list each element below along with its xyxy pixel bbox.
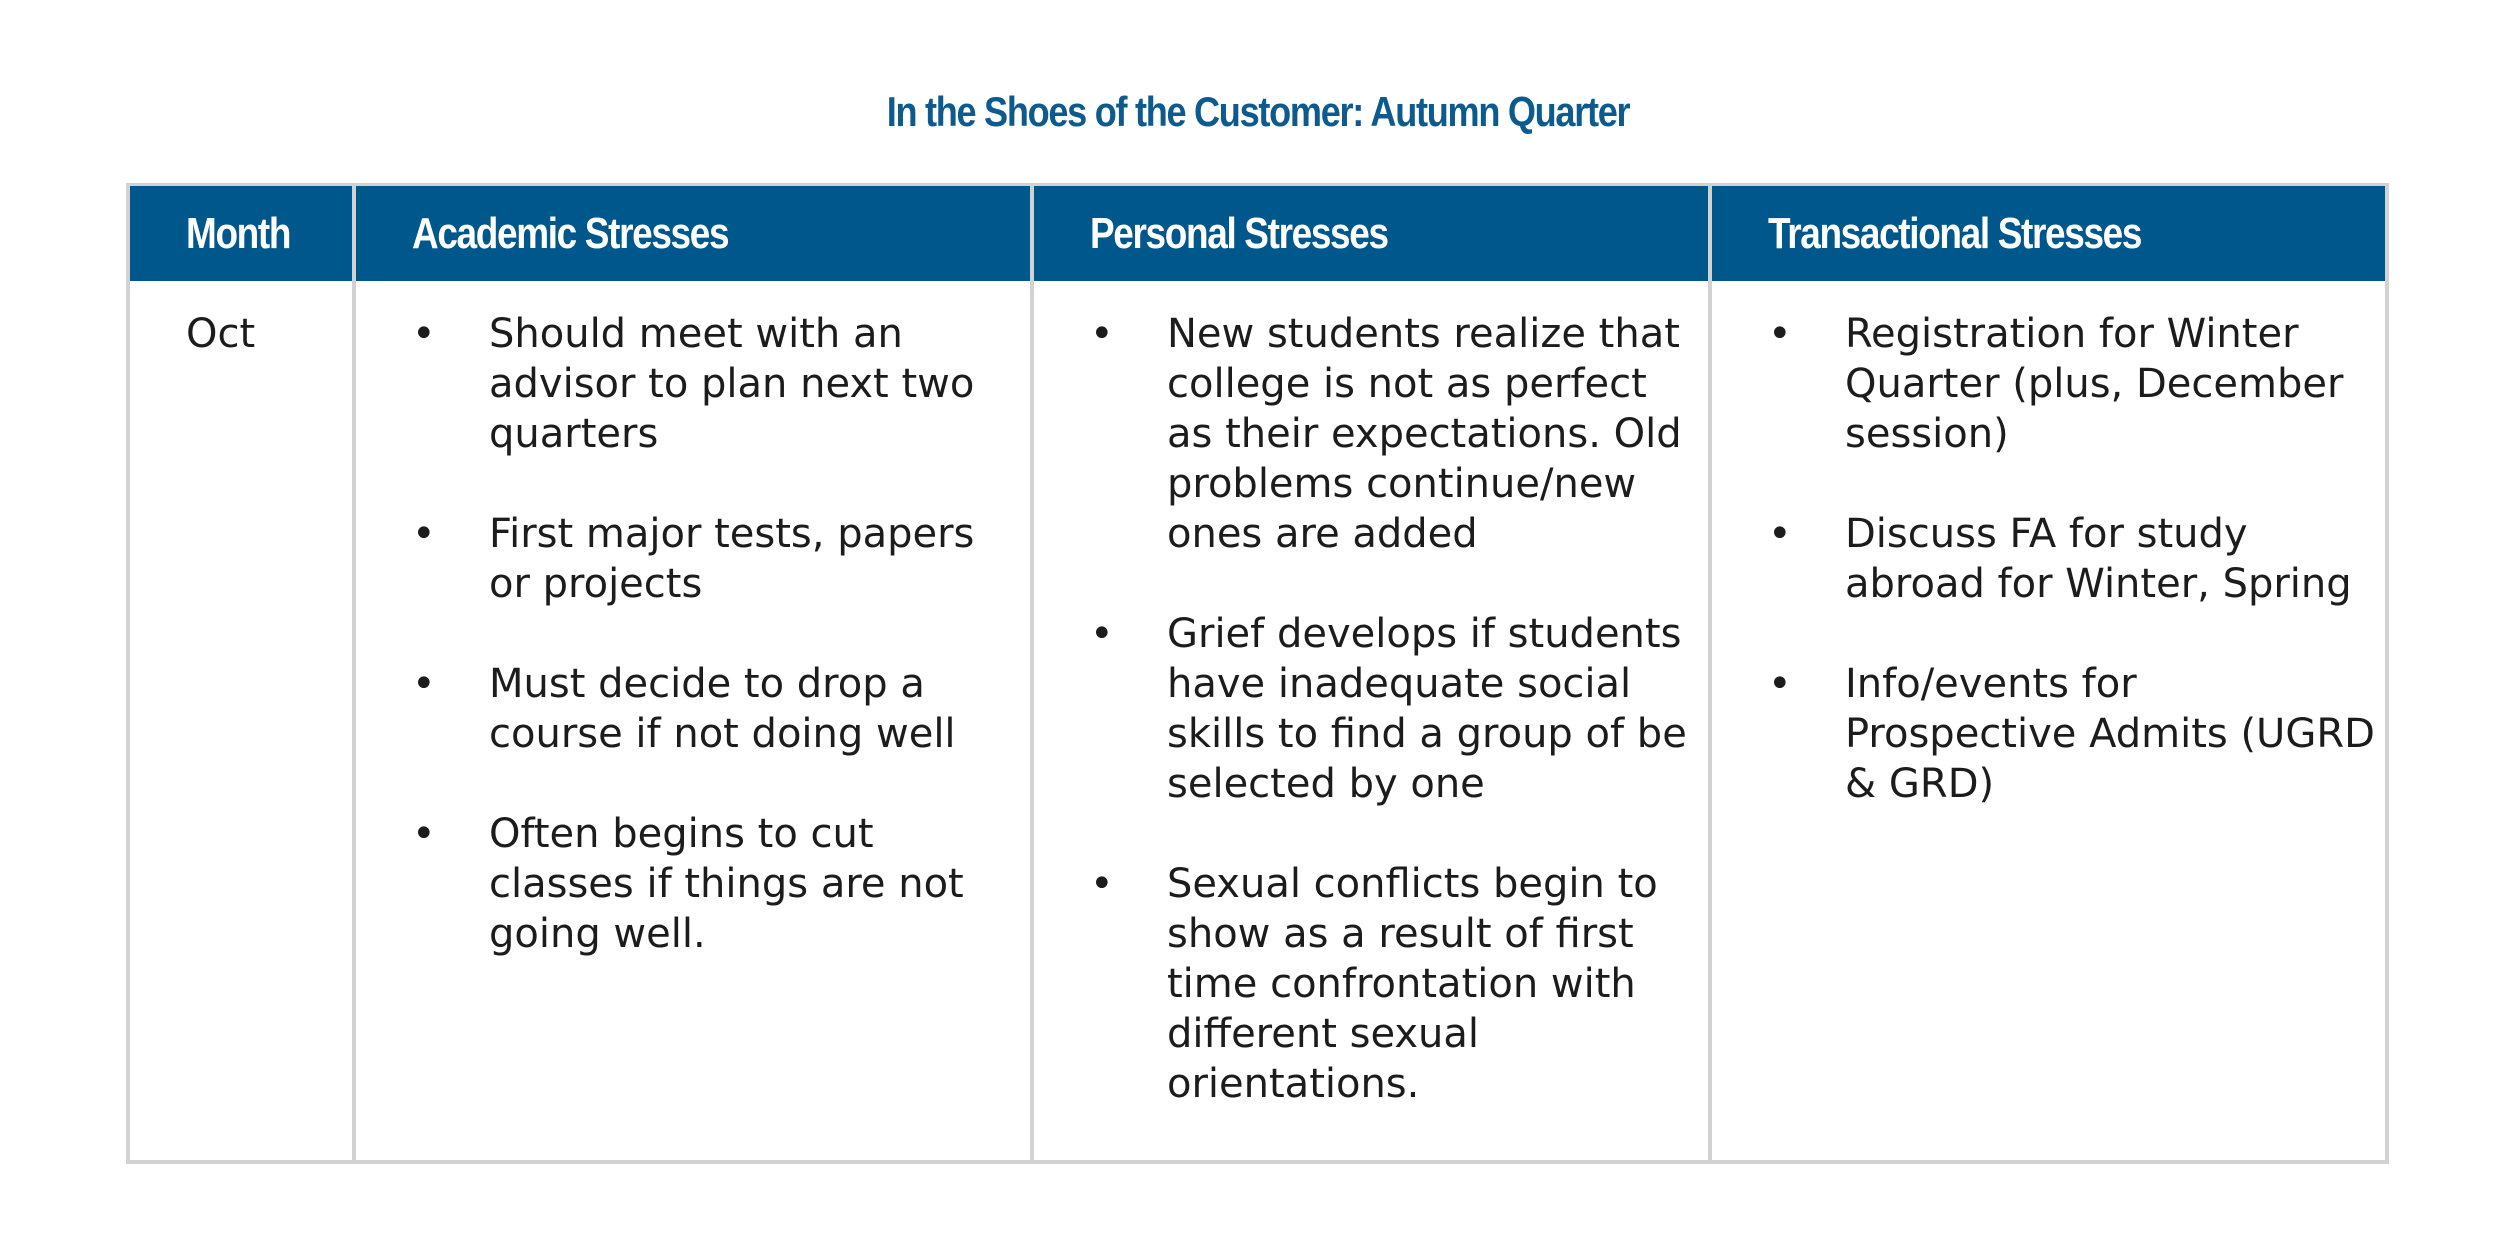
header-month — [128, 185, 354, 282]
list-item — [1034, 309, 1708, 559]
transactional-list — [1712, 281, 2385, 809]
page-title: In the Shoes of the Customer: Autumn Quarter — [886, 88, 1630, 135]
bullet-icon: • — [1090, 311, 1114, 357]
academic-item-text: Should meet with an advisor to plan next two quarters — [489, 311, 975, 457]
academic-item-text: Often begins to cut classes if things are not going well. — [489, 811, 964, 957]
personal-item-text: Grief develops if students have inadequate social skills to find a group of be selected by one — [1167, 611, 1687, 807]
bullet-icon: • — [1090, 861, 1114, 907]
table-row — [128, 281, 2387, 1162]
list-item — [356, 809, 1030, 959]
header-academic-label: Academic Stresses — [412, 208, 729, 258]
header-transactional — [1710, 185, 2387, 282]
list-item — [356, 659, 1030, 759]
academic-item-text: First major tests, papers or projects — [489, 511, 975, 607]
bullet-icon: • — [412, 811, 436, 857]
list-item — [356, 309, 1030, 459]
personal-list — [1034, 281, 1708, 1109]
list-item — [1712, 509, 2385, 609]
list-item — [356, 509, 1030, 609]
month-label: Oct — [186, 311, 256, 357]
list-item — [1712, 309, 2385, 459]
bullet-icon: • — [1768, 661, 1792, 707]
month-cell — [128, 281, 354, 1162]
bullet-icon: • — [1768, 511, 1792, 557]
academic-list — [356, 281, 1030, 959]
bullet-icon: • — [1090, 611, 1114, 657]
academic-item-text: Must decide to drop a course if not doing well — [489, 661, 956, 757]
list-item — [1034, 859, 1708, 1109]
bullet-icon: • — [1768, 311, 1792, 357]
header-personal-label: Personal Stresses — [1090, 208, 1388, 258]
list-item — [1712, 659, 2385, 809]
transactional-cell — [1710, 281, 2387, 1162]
personal-item-text: New students realize that college is not as perfect as their expectations. Old problems continue/new ones are added — [1167, 311, 1682, 557]
personal-cell — [1032, 281, 1710, 1162]
header-transactional-label: Transactional Stresses — [1768, 208, 2142, 258]
transactional-item-text: Registration for Winter Quarter (plus, December session) — [1845, 311, 2344, 457]
bullet-icon: • — [412, 511, 436, 557]
academic-cell — [354, 281, 1032, 1162]
transactional-item-text: Discuss FA for study abroad for Winter, Spring — [1845, 511, 2352, 607]
bullet-icon: • — [412, 311, 436, 357]
header-month-label: Month — [186, 208, 291, 258]
personal-item-text: Sexual conflicts begin to show as a result of first time confrontation with different sexual orientations. — [1167, 861, 1658, 1107]
header-academic — [354, 185, 1032, 282]
transactional-item-text: Info/events for Prospective Admits (UGRD & GRD) — [1845, 661, 2375, 807]
bullet-icon: • — [412, 661, 436, 707]
list-item — [1034, 609, 1708, 809]
table-header-row — [128, 185, 2387, 282]
header-personal — [1032, 185, 1710, 282]
stress-table — [126, 183, 2389, 1164]
